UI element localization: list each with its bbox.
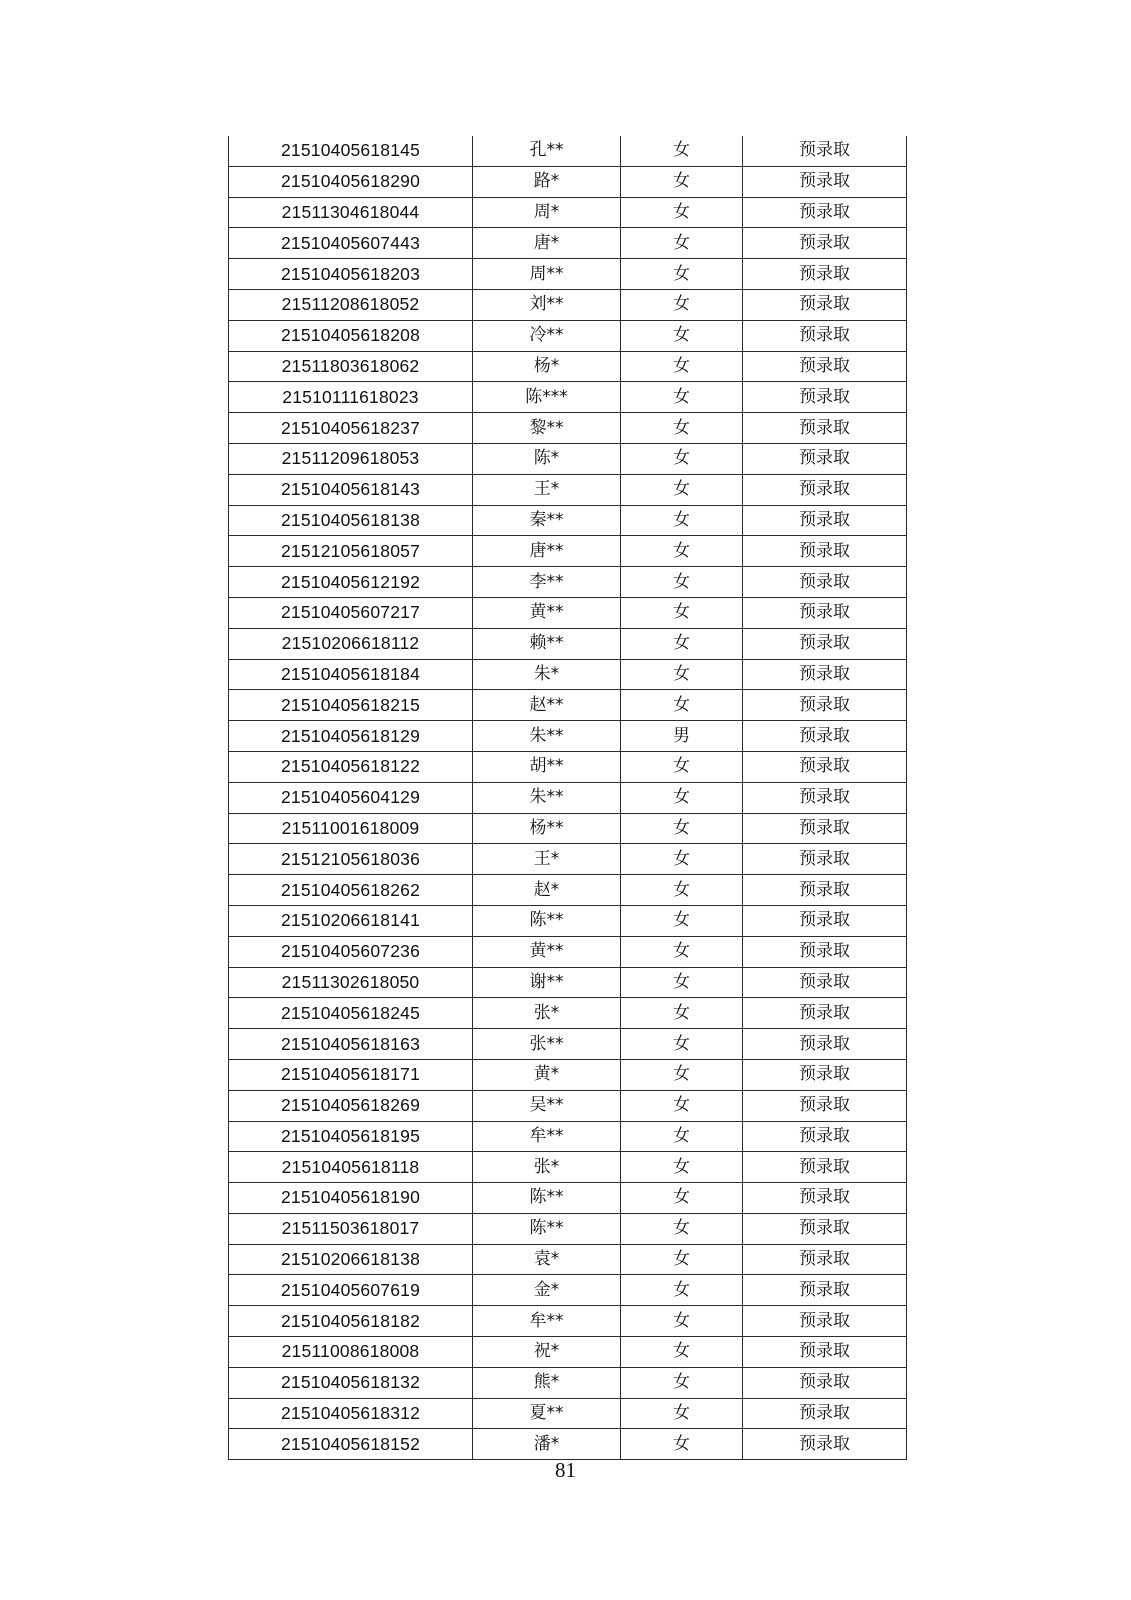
candidate-id-cell: 21511302618050	[229, 967, 473, 998]
candidate-id-cell: 21510405618245	[229, 998, 473, 1029]
candidate-id-cell: 21510405618290	[229, 166, 473, 197]
candidate-gender-cell: 女	[621, 536, 743, 567]
admission-status-cell: 预录取	[743, 536, 907, 567]
candidate-gender-cell: 女	[621, 382, 743, 413]
candidate-gender-cell: 女	[621, 259, 743, 290]
admission-status-cell: 预录取	[743, 998, 907, 1029]
admission-status-cell: 预录取	[743, 1275, 907, 1306]
table-row	[229, 474, 907, 505]
admission-status-cell: 预录取	[743, 844, 907, 875]
admission-status-cell: 预录取	[743, 1337, 907, 1368]
candidate-gender-cell: 女	[621, 351, 743, 382]
table-row	[229, 1429, 907, 1460]
candidate-name-cell: 秦**	[473, 505, 621, 536]
candidate-id-cell: 21510405618171	[229, 1059, 473, 1090]
admission-status-cell: 预录取	[743, 289, 907, 320]
table-row	[229, 1337, 907, 1368]
candidate-gender-cell: 女	[621, 474, 743, 505]
table-row	[229, 351, 907, 382]
admission-status-cell: 预录取	[743, 413, 907, 444]
candidate-name-cell: 张**	[473, 1029, 621, 1060]
candidate-name-cell: 唐*	[473, 228, 621, 259]
candidate-name-cell: 祝*	[473, 1337, 621, 1368]
table-row	[229, 998, 907, 1029]
candidate-id-cell: 21512105618057	[229, 536, 473, 567]
table-row	[229, 936, 907, 967]
candidate-gender-cell: 女	[621, 136, 743, 166]
table-row	[229, 536, 907, 567]
admission-status-cell: 预录取	[743, 1429, 907, 1460]
candidate-id-cell: 21510405618163	[229, 1029, 473, 1060]
candidate-id-cell: 21510405618184	[229, 659, 473, 690]
admission-status-cell: 预录取	[743, 936, 907, 967]
admission-status-cell: 预录取	[743, 597, 907, 628]
candidate-id-cell: 21511001618009	[229, 813, 473, 844]
admission-table	[228, 136, 907, 1460]
admission-status-cell: 预录取	[743, 1244, 907, 1275]
admission-status-cell: 预录取	[743, 136, 907, 166]
candidate-name-cell: 王*	[473, 474, 621, 505]
candidate-id-cell: 21510206618138	[229, 1244, 473, 1275]
admission-status-cell: 预录取	[743, 721, 907, 752]
candidate-name-cell: 陈**	[473, 1213, 621, 1244]
candidate-name-cell: 夏**	[473, 1398, 621, 1429]
table-row	[229, 443, 907, 474]
table-row	[229, 228, 907, 259]
admission-status-cell: 预录取	[743, 382, 907, 413]
candidate-gender-cell: 女	[621, 998, 743, 1029]
candidate-gender-cell: 女	[621, 228, 743, 259]
candidate-id-cell: 21510405607236	[229, 936, 473, 967]
candidate-id-cell: 21512105618036	[229, 844, 473, 875]
table-row	[229, 1121, 907, 1152]
table-row	[229, 505, 907, 536]
candidate-id-cell: 21510405618143	[229, 474, 473, 505]
table-row	[229, 628, 907, 659]
table-row	[229, 875, 907, 906]
admission-status-cell: 预录取	[743, 197, 907, 228]
table-row	[229, 1275, 907, 1306]
candidate-id-cell: 21510206618141	[229, 905, 473, 936]
candidate-id-cell: 21510405607619	[229, 1275, 473, 1306]
candidate-gender-cell: 女	[621, 628, 743, 659]
candidate-gender-cell: 女	[621, 875, 743, 906]
candidate-gender-cell: 女	[621, 905, 743, 936]
candidate-id-cell: 21510405618208	[229, 320, 473, 351]
table-row	[229, 782, 907, 813]
admission-status-cell: 预录取	[743, 259, 907, 290]
candidate-id-cell: 21510405618182	[229, 1306, 473, 1337]
page-number: 81	[555, 1458, 576, 1482]
candidate-gender-cell: 女	[621, 413, 743, 444]
candidate-gender-cell: 女	[621, 289, 743, 320]
candidate-gender-cell: 女	[621, 1152, 743, 1183]
admission-status-cell: 预录取	[743, 690, 907, 721]
candidate-gender-cell: 女	[621, 567, 743, 598]
admission-status-cell: 预录取	[743, 166, 907, 197]
candidate-id-cell: 21510405618138	[229, 505, 473, 536]
candidate-name-cell: 李**	[473, 567, 621, 598]
candidate-name-cell: 唐**	[473, 536, 621, 567]
candidate-name-cell: 谢**	[473, 967, 621, 998]
candidate-id-cell: 21510405618145	[229, 136, 473, 166]
candidate-id-cell: 21510405604129	[229, 782, 473, 813]
admission-status-cell: 预录取	[743, 1090, 907, 1121]
admission-table-body	[229, 136, 907, 1460]
candidate-gender-cell: 女	[621, 844, 743, 875]
admission-status-cell: 预录取	[743, 474, 907, 505]
table-row	[229, 1244, 907, 1275]
candidate-name-cell: 黄*	[473, 1059, 621, 1090]
candidate-id-cell: 21510405618269	[229, 1090, 473, 1121]
admission-status-cell: 预录取	[743, 1306, 907, 1337]
candidate-gender-cell: 女	[621, 1306, 743, 1337]
candidate-gender-cell: 男	[621, 721, 743, 752]
candidate-name-cell: 赵*	[473, 875, 621, 906]
admission-status-cell: 预录取	[743, 1029, 907, 1060]
table-row	[229, 967, 907, 998]
admission-status-cell: 预录取	[743, 813, 907, 844]
table-row	[229, 166, 907, 197]
candidate-name-cell: 张*	[473, 998, 621, 1029]
candidate-name-cell: 路*	[473, 166, 621, 197]
candidate-gender-cell: 女	[621, 813, 743, 844]
candidate-id-cell: 21510405618122	[229, 751, 473, 782]
candidate-name-cell: 胡**	[473, 751, 621, 782]
admission-status-cell: 预录取	[743, 875, 907, 906]
candidate-name-cell: 牟**	[473, 1306, 621, 1337]
table-row	[229, 382, 907, 413]
table-row	[229, 1059, 907, 1090]
candidate-id-cell: 21510206618112	[229, 628, 473, 659]
candidate-name-cell: 王*	[473, 844, 621, 875]
candidate-gender-cell: 女	[621, 1121, 743, 1152]
table-row	[229, 844, 907, 875]
candidate-gender-cell: 女	[621, 1398, 743, 1429]
table-row	[229, 1183, 907, 1214]
table-row	[229, 1213, 907, 1244]
admission-status-cell: 预录取	[743, 228, 907, 259]
candidate-name-cell: 黄**	[473, 936, 621, 967]
admission-status-cell: 预录取	[743, 1183, 907, 1214]
candidate-gender-cell: 女	[621, 659, 743, 690]
candidate-name-cell: 赵**	[473, 690, 621, 721]
admission-status-cell: 预录取	[743, 628, 907, 659]
candidate-name-cell: 赖**	[473, 628, 621, 659]
candidate-gender-cell: 女	[621, 1367, 743, 1398]
admission-status-cell: 预录取	[743, 1059, 907, 1090]
candidate-name-cell: 朱**	[473, 782, 621, 813]
candidate-gender-cell: 女	[621, 967, 743, 998]
admission-status-cell: 预录取	[743, 1398, 907, 1429]
table-row	[229, 567, 907, 598]
candidate-id-cell: 21510405618129	[229, 721, 473, 752]
candidate-name-cell: 熊*	[473, 1367, 621, 1398]
candidate-name-cell: 金*	[473, 1275, 621, 1306]
candidate-id-cell: 21510405612192	[229, 567, 473, 598]
candidate-id-cell: 21510405618152	[229, 1429, 473, 1460]
candidate-gender-cell: 女	[621, 1337, 743, 1368]
candidate-gender-cell: 女	[621, 751, 743, 782]
candidate-name-cell: 杨*	[473, 351, 621, 382]
table-row	[229, 259, 907, 290]
admission-status-cell: 预录取	[743, 1121, 907, 1152]
admission-status-cell: 预录取	[743, 751, 907, 782]
candidate-id-cell: 21510405607217	[229, 597, 473, 628]
admission-status-cell: 预录取	[743, 505, 907, 536]
candidate-gender-cell: 女	[621, 1213, 743, 1244]
admission-status-cell: 预录取	[743, 351, 907, 382]
table-row	[229, 1398, 907, 1429]
candidate-name-cell: 袁*	[473, 1244, 621, 1275]
candidate-name-cell: 刘**	[473, 289, 621, 320]
candidate-name-cell: 冷**	[473, 320, 621, 351]
candidate-gender-cell: 女	[621, 597, 743, 628]
candidate-name-cell: 潘*	[473, 1429, 621, 1460]
candidate-name-cell: 孔**	[473, 136, 621, 166]
candidate-gender-cell: 女	[621, 1429, 743, 1460]
candidate-id-cell: 21510405618118	[229, 1152, 473, 1183]
table-row	[229, 690, 907, 721]
candidate-id-cell: 21510405618262	[229, 875, 473, 906]
candidate-gender-cell: 女	[621, 1244, 743, 1275]
candidate-id-cell: 21511803618062	[229, 351, 473, 382]
table-row	[229, 1367, 907, 1398]
candidate-id-cell: 21510405618190	[229, 1183, 473, 1214]
candidate-id-cell: 21511304618044	[229, 197, 473, 228]
table-row	[229, 289, 907, 320]
candidate-gender-cell: 女	[621, 1029, 743, 1060]
candidate-name-cell: 牟**	[473, 1121, 621, 1152]
candidate-gender-cell: 女	[621, 166, 743, 197]
candidate-id-cell: 21511008618008	[229, 1337, 473, 1368]
admission-status-cell: 预录取	[743, 905, 907, 936]
candidate-name-cell: 陈**	[473, 1183, 621, 1214]
candidate-id-cell: 21510405618215	[229, 690, 473, 721]
candidate-name-cell: 张*	[473, 1152, 621, 1183]
table-row	[229, 1090, 907, 1121]
table-row	[229, 136, 907, 166]
table-row	[229, 659, 907, 690]
admission-status-cell: 预录取	[743, 1152, 907, 1183]
candidate-gender-cell: 女	[621, 443, 743, 474]
table-row	[229, 597, 907, 628]
candidate-name-cell: 周**	[473, 259, 621, 290]
admission-status-cell: 预录取	[743, 567, 907, 598]
candidate-name-cell: 朱*	[473, 659, 621, 690]
table-row	[229, 1029, 907, 1060]
candidate-name-cell: 朱**	[473, 721, 621, 752]
candidate-gender-cell: 女	[621, 690, 743, 721]
candidate-name-cell: 杨**	[473, 813, 621, 844]
admission-status-cell: 预录取	[743, 443, 907, 474]
admission-status-cell: 预录取	[743, 967, 907, 998]
candidate-gender-cell: 女	[621, 1275, 743, 1306]
candidate-gender-cell: 女	[621, 505, 743, 536]
table-row	[229, 905, 907, 936]
admission-status-cell: 预录取	[743, 782, 907, 813]
candidate-name-cell: 黎**	[473, 413, 621, 444]
candidate-id-cell: 21511208618052	[229, 289, 473, 320]
table-row	[229, 1152, 907, 1183]
table-row	[229, 721, 907, 752]
candidate-gender-cell: 女	[621, 782, 743, 813]
table-row	[229, 197, 907, 228]
candidate-gender-cell: 女	[621, 320, 743, 351]
candidate-name-cell: 吴**	[473, 1090, 621, 1121]
admission-status-cell: 预录取	[743, 659, 907, 690]
candidate-id-cell: 21510405618195	[229, 1121, 473, 1152]
candidate-gender-cell: 女	[621, 1059, 743, 1090]
candidate-gender-cell: 女	[621, 1090, 743, 1121]
candidate-id-cell: 21511503618017	[229, 1213, 473, 1244]
table-row	[229, 1306, 907, 1337]
candidate-gender-cell: 女	[621, 936, 743, 967]
candidate-id-cell: 21510405618203	[229, 259, 473, 290]
candidate-id-cell: 21511209618053	[229, 443, 473, 474]
candidate-id-cell: 21510405618312	[229, 1398, 473, 1429]
candidate-gender-cell: 女	[621, 197, 743, 228]
candidate-id-cell: 21510405607443	[229, 228, 473, 259]
candidate-id-cell: 21510405618237	[229, 413, 473, 444]
candidate-id-cell: 21510405618132	[229, 1367, 473, 1398]
candidate-name-cell: 陈*	[473, 443, 621, 474]
candidate-name-cell: 周*	[473, 197, 621, 228]
admission-status-cell: 预录取	[743, 1213, 907, 1244]
table-row	[229, 751, 907, 782]
admission-status-cell: 预录取	[743, 320, 907, 351]
candidate-id-cell: 21510111618023	[229, 382, 473, 413]
candidate-name-cell: 陈**	[473, 905, 621, 936]
admission-status-cell: 预录取	[743, 1367, 907, 1398]
candidate-name-cell: 陈***	[473, 382, 621, 413]
candidate-name-cell: 黄**	[473, 597, 621, 628]
candidate-gender-cell: 女	[621, 1183, 743, 1214]
table-row	[229, 320, 907, 351]
table-row	[229, 813, 907, 844]
table-row	[229, 413, 907, 444]
